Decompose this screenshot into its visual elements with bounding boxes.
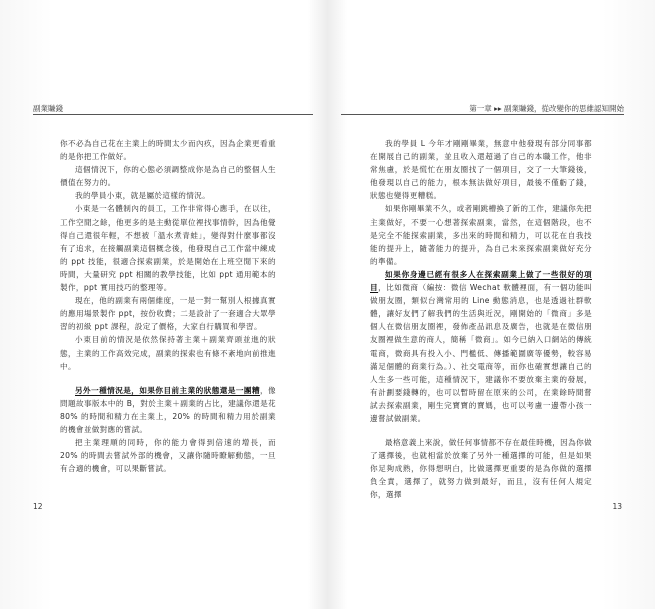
left-page-number: 12: [33, 502, 43, 511]
left-paragraph: 我的學員小東，就是屬於這樣的情況。: [75, 191, 211, 201]
right-emphasis-text: 如果你身邊已經有很多人在探索副業上做了一些很好的項目: [370, 269, 592, 293]
left-paragraph: 你不必為自己花在主業上的時間太少而內疚，因為企業更看重的是你把工作做好。: [60, 139, 276, 162]
left-page-body: [60, 137, 276, 475]
right-paragraph: 如果你剛畢業不久，或者剛跳槽換了新的工作，建議你先把主業做好，不要一心想著探索副業，當然，在這個階段，也不是完全不能探索副業，多出來的時間和精力，可以花在自我技能的提升上，隨著能力的提升，為自己未來探索副業做好充分的準備。: [370, 204, 592, 266]
right-header-rule: [341, 114, 624, 115]
right-page-number: 13: [612, 502, 622, 511]
left-header-rule: [33, 114, 313, 115]
left-paragraph: 現在，他的副業有兩個維度，一是一對一幫別人根據真實的應用場景製作 ppt，按份收費；二是設計了一套適合大眾學習的初級 ppt 課程，設定了價格，大家自行購買和學習。: [60, 296, 276, 332]
left-emphasis-paragraph: [60, 384, 276, 436]
right-page-body: [370, 137, 592, 502]
right-emphasis-paragraph: [370, 268, 592, 425]
left-running-head: 副業賺錢: [33, 104, 63, 113]
right-emphasis-rest: ，比如微商（編按：微信 Wechat 軟體裡面，有一個功能叫做朋友圈，類似台灣常用的 Line 動態消息，也是透過社群軟體，讓好友們了解我們的生活與近況，剛開始的「微商」多是個人在微信朋友圈裡，發佈產品訊息及廣告，也就是在微信朋友圈裡做生意的商人，簡稱「微商」。如今已納入口網站的傳統電商，微商具有投入小、門檻低、傳播範圍廣等優勢，較容易滿足個體的商業行為。）、社交電商等，而你也確實想讓自己的人生多一些可能，這種情況下，建議你不要放棄主業的發展，有計劃要錢轉的，也可以暫時留在原來的公司，在業餘時間嘗試去探索副業，剛生完寶寶的寶媽，也可以考慮一邊帶小孩一邊嘗試做副業。: [370, 283, 592, 423]
left-paragraph: 小東是一名體制內的員工，工作非常得心應手，在以往，工作空閒之餘，他更多的是主動從單位裡找事情幹，因為他覺得自己還很年輕，不想被「溫水煮青蛙」，變得對什麼事都沒有了追求，在接觸副業這個概念後，他發現自己工作當中練成的 ppt 技能，很適合探索副業，於是開始在上班空閒下來的時間，大量研究 ppt 相關的教學技能，比如 ppt 通用範本的製作，ppt 實用技巧的整理等。: [60, 204, 276, 293]
right-running-head: 第一章 ▸▸ 副業賺錢，從改變你的思維認知開始: [469, 104, 624, 113]
right-paragraph: 我的學員 L 今年才剛剛畢業，無意中他發現有部分同事都在開展自己的副業，並且收入還超過了自己的本職工作，他非常焦慮，於是慌忙在朋友圈找了一個項目，交了一大筆錢後，他發現以自己的能力，根本無法做好項目，最後不僅虧了錢，狀態也變得更糟糕。: [370, 139, 592, 201]
left-emphasis-text: 另外一種情況是，如果你目前主業的狀態還是一團糟: [75, 385, 260, 395]
right-paragraph: 最格意義上來說，做任何事情都不存在最佳時機，因為你做了選擇後，也就相當於放棄了另外一種選擇的可能，但是如果你足夠成熟，你得想明白，比做選擇更重要的是為你做的選擇負全責，選擇了，就努力做到最好，而且，沒有任何人規定你，選擇: [370, 438, 592, 500]
left-emphasis-rest: ，像問題故事版本中的 B，對於主業＋副業的占比，建議你還是花 80% 的時間和精力在主業上，20% 的時間和精力用於副業的機會並做對應的嘗試。: [60, 385, 276, 434]
left-paragraph: 小東目前的情況是依然保持著主業＋副業齊頭並進的狀態，主業的工作高效完成，副業的探索也有條不紊地向前推進中。: [60, 335, 276, 371]
left-paragraph: 這個情況下，你的心態必須調整成你是為自己的整個人生價值在努力的。: [60, 165, 276, 188]
left-paragraph: 把主業理順的同時，你的能力會得到倍速的增長，而 20% 的時間去嘗試外部的機會，又讓你隨時瞭解動態，一旦有合適的機會，可以果斷嘗試。: [60, 438, 276, 474]
